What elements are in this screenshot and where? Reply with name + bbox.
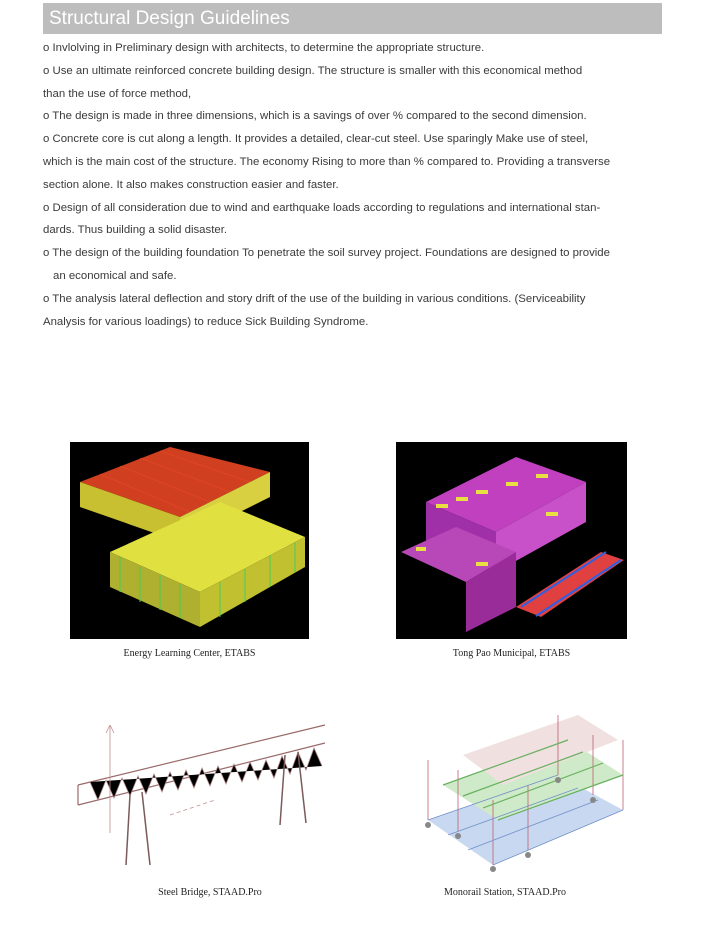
figure-caption-1: Energy Learning Center, ETABS xyxy=(123,648,256,659)
paragraph-6: o The design of the building foundation To penetrate the soil survey project. Foundations are designed to provide an economical and safe. xyxy=(43,247,610,282)
paragraph-3: o The design is made in three dimensions, which is a savings of over % compared to the second dimension. xyxy=(43,110,587,123)
figure-caption-3: Steel Bridge, STAAD.Pro xyxy=(158,887,262,898)
section-title-bar xyxy=(43,3,662,34)
paragraph-7: o The analysis lateral deflection and story drift of the use of the building in various conditions. (Serviceability Analysis for various loadings) to reduce Sick Building Syndrome. xyxy=(43,292,586,328)
paragraph-2: o Use an ultimate reinforced concrete building design. The structure is smaller with this economical method than the use of force method, xyxy=(43,64,583,100)
etabs-model-image-2 xyxy=(396,442,627,639)
etabs-model-image xyxy=(70,442,309,639)
paragraph-4: o Concrete core is cut along a length. It provides a detailed, clear-cut steel. Use sparingly Make use of steel, which is the main cost of the structure. The economy Rising to more than % compared to. Providing a transverse section alone. It also makes construction easier and faster. xyxy=(43,133,611,191)
figure-caption-4: Monorail Station, STAAD.Pro xyxy=(444,887,566,898)
paragraph-1: o Invlolving in Preliminary design with architects, to determine the appropriate structure. xyxy=(43,42,485,54)
figure-energy-learning-center xyxy=(70,442,309,639)
figure-monorail-station xyxy=(408,700,633,875)
figure-tong-pao-municipal xyxy=(396,442,627,639)
figure-caption-2: Tong Pao Municipal, ETABS xyxy=(452,648,571,659)
staad-bridge-image xyxy=(70,705,332,873)
staad-monorail-image xyxy=(408,700,633,875)
section-title: Structural Design Guidelines xyxy=(49,8,290,29)
paragraph-5: o Design of all consideration due to wind and earthquake loads according to regulations and international stan- dards. Thus building a solid disaster. xyxy=(43,201,601,237)
figure-steel-bridge xyxy=(70,705,332,873)
guidelines-text xyxy=(43,37,665,333)
